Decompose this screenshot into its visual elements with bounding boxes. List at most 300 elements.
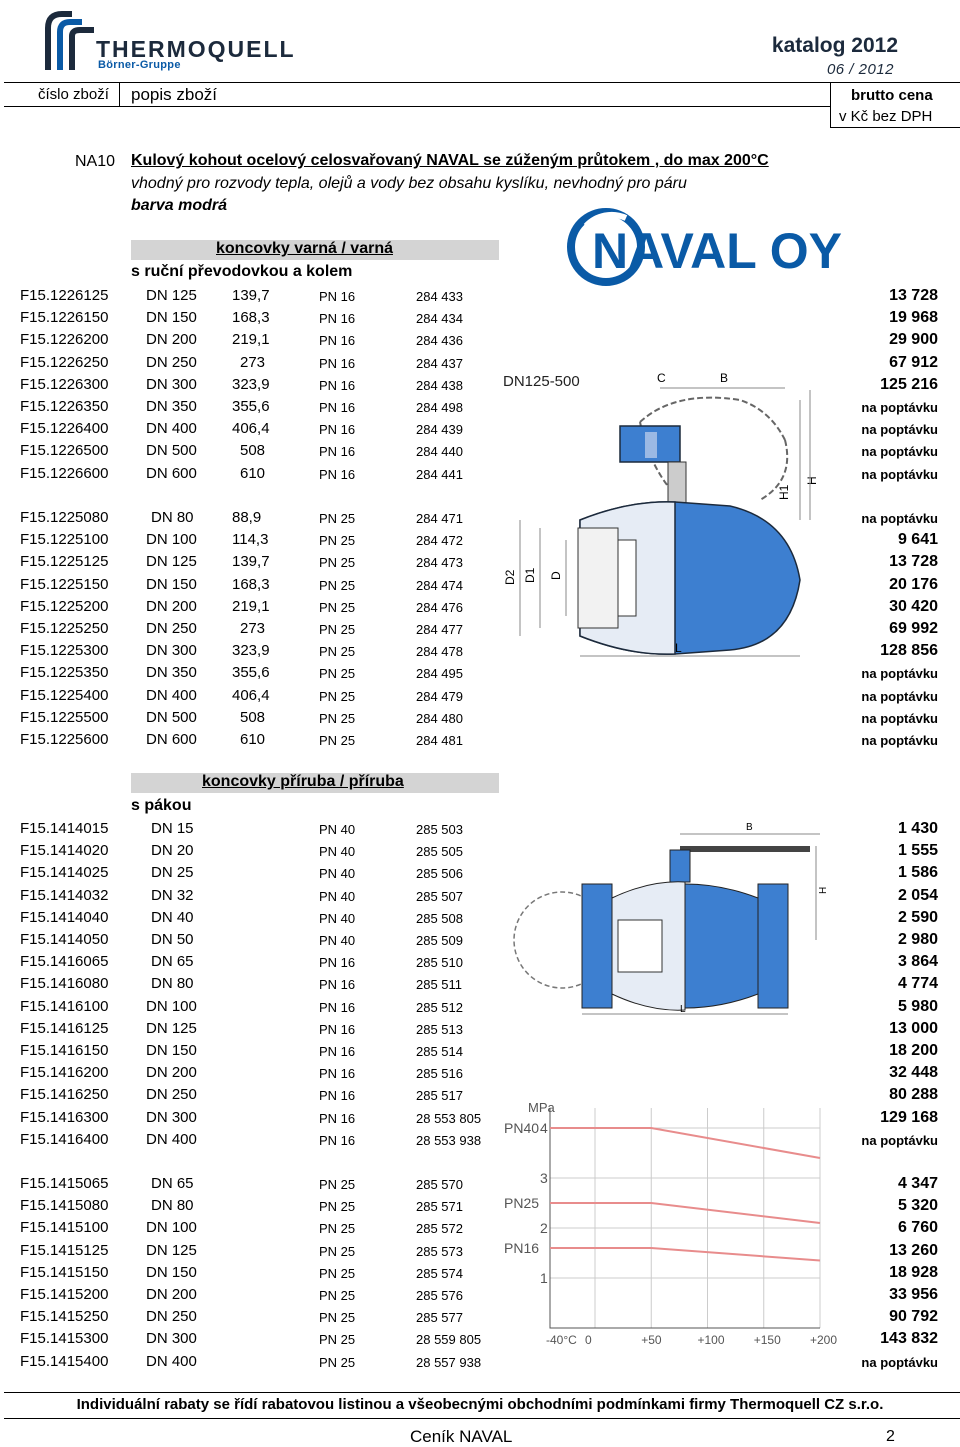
item-code: F15.1416400 [20,1130,109,1148]
pressure-temperature-chart [500,1096,838,1347]
pt-chart-labels [504,1100,837,1347]
nominal-diameter: DN 150 [146,1263,197,1281]
pressure-rating: PN 25 [319,1310,356,1326]
price: na poptávku [861,422,938,438]
pt-series-line [550,1203,820,1223]
dim-label-h: H [818,886,829,894]
catalog-number: 285 508 [416,910,463,926]
catalog-number: 284 471 [416,511,463,526]
nominal-diameter: DN 125 [146,1019,197,1037]
nominal-diameter: DN 250 [146,1308,197,1326]
nominal-diameter: DN 65 [151,1175,194,1192]
x-tick-label: +50 [641,1333,662,1347]
pressure-rating: PN 40 [319,844,356,860]
pressure-rating: PN 25 [319,1243,356,1259]
item-code: F15.1414025 [20,864,109,882]
catalog-date: 06 / 2012 [826,61,894,78]
pressure-rating: PN 40 [319,910,356,926]
price: 129 168 [880,1108,938,1126]
pressure-rating: PN 25 [319,599,356,615]
table-row [0,307,960,329]
item-code: F15.1415080 [20,1197,109,1215]
price: 80 288 [889,1086,938,1104]
catalog-number: 285 511 [416,977,463,993]
nominal-diameter: DN 150 [146,1042,197,1059]
price: 143 832 [880,1330,938,1348]
price: 69 992 [889,620,938,637]
dim-label-l: L [675,641,682,655]
price: 1 430 [897,820,938,837]
price: 19 968 [889,309,938,327]
footer-note: Individuální rabaty se řídí rabatovou listinou a všeobecnými obchodními podmínkami firmy Thermoquell CZ s.r.o. [76,1396,884,1413]
nominal-diameter: DN 600 [146,464,197,482]
pt-chart-series [550,1128,820,1261]
item-code: F15.1415200 [20,1286,109,1303]
table-row [0,1018,960,1040]
catalog-number: 284 438 [416,377,463,393]
item-code: F15.1416125 [20,1019,109,1037]
pressure-rating: PN 16 [319,377,356,393]
catalog-number: 285 577 [416,1310,463,1326]
section-subtitle: s pákou [131,797,192,814]
item-code: F15.1414020 [20,842,109,860]
catalog-number: 284 478 [416,644,463,660]
catalog-number: 28 559 805 [416,1332,482,1348]
pressure-rating: PN 25 [319,1177,356,1192]
section-banner-flange [131,773,499,793]
x-tick-label: 0 [585,1333,592,1347]
naval-logo [566,206,843,288]
group-code: NA10 [75,153,116,170]
item-code: F15.1226125 [20,287,109,304]
price: 13 728 [889,287,938,304]
price: 18 928 [889,1263,938,1281]
product-color: barva modrá [131,197,228,214]
nominal-diameter: DN 125 [146,1241,197,1259]
price: 6 760 [897,1219,938,1237]
price: 1 586 [897,864,938,882]
product-title: Kulový kohout ocelový celosvařovaný NAVAL se zúženým průtokem , do max 200°C [131,152,769,169]
price: 2 980 [897,931,938,948]
table-row [0,1040,960,1062]
item-code: F15.1415400 [20,1352,109,1370]
item-code: F15.1226500 [20,442,109,460]
price: 67 912 [889,353,938,371]
product-usage: vhodný pro rozvody tepla, olejů a vody bez obsahu kyslíku, nevhodný pro páru [131,175,687,192]
nominal-diameter: DN 15 [151,820,194,837]
nominal-diameter: DN 125 [146,553,197,571]
item-code: F15.1414050 [20,931,109,948]
price: na poptávku [861,710,938,726]
item-code: F15.1226400 [20,420,109,438]
nominal-diameter: DN 250 [146,620,197,637]
pt-series-line [550,1128,820,1158]
nominal-diameter: DN 40 [151,908,194,926]
nominal-diameter: DN 80 [151,509,194,526]
pressure-rating: PN 16 [319,466,356,482]
outer-diameter: 508 [240,708,266,726]
header-divider [119,82,120,106]
item-code: F15.1226600 [20,464,109,482]
catalog-number: 285 514 [416,1044,463,1059]
pressure-rating: PN 25 [319,688,356,704]
outer-diameter: 355,6 [232,664,270,682]
item-code: F15.1225150 [20,575,109,593]
outer-diameter: 219,1 [232,331,270,349]
pressure-rating: PN 25 [319,1288,356,1303]
page-label: Ceník NAVAL [410,1427,513,1446]
outer-diameter: 139,7 [232,553,270,571]
catalog-number: 285 509 [416,933,463,948]
brand-subtitle: Börner-Gruppe [98,59,181,71]
pressure-rating: PN 25 [319,1221,356,1237]
pressure-rating: PN 40 [319,866,356,882]
catalog-number: 285 513 [416,1021,463,1037]
table-row [0,685,960,707]
drawing-label: DN125-500 [503,373,580,390]
price: 18 200 [889,1042,938,1059]
page-number: 2 [886,1428,895,1445]
item-code: F15.1225250 [20,620,109,637]
catalog-number: 285 571 [416,1199,463,1215]
table-row [0,285,960,307]
price: na poptávku [861,1132,938,1148]
dim-label-h: H [805,476,819,485]
catalog-number: 284 479 [416,688,463,704]
item-code: F15.1416300 [20,1108,109,1126]
price: 33 956 [889,1286,938,1303]
price: 125 216 [880,375,938,393]
outer-diameter: 406,4 [232,686,270,704]
column-header-price: brutto cena [851,87,933,104]
pressure-rating: PN 16 [319,1132,356,1148]
nominal-diameter: DN 250 [146,1086,197,1104]
catalog-number: 285 510 [416,955,463,971]
item-code: F15.1416200 [20,1064,109,1082]
header-divider [830,82,831,127]
nominal-diameter: DN 350 [146,398,197,415]
catalog-number: 284 436 [416,333,463,349]
item-code: F15.1416250 [20,1086,109,1104]
price: 9 641 [897,531,938,549]
outer-diameter: 355,6 [232,398,270,415]
outer-diameter: 273 [240,353,266,371]
price: 30 420 [889,597,938,615]
nominal-diameter: DN 50 [151,931,194,948]
nominal-diameter: DN 80 [151,1197,194,1215]
outer-diameter: 610 [240,464,266,482]
section-banner-text: koncovky příruba / příruba [202,773,404,790]
pressure-rating: PN 25 [319,577,356,593]
header-price-rule [830,127,960,128]
outer-diameter: 168,3 [232,575,270,593]
item-code: F15.1415300 [20,1330,109,1348]
nominal-diameter: DN 20 [151,842,194,860]
catalog-number: 284 472 [416,533,463,549]
nominal-diameter: DN 400 [146,1130,197,1148]
outer-diameter: 610 [240,731,266,748]
catalog-number: 285 506 [416,866,463,882]
nominal-diameter: DN 100 [146,1219,197,1237]
price: 3 864 [897,953,938,971]
weld-valve-drawing [500,370,830,660]
price: na poptávku [861,666,938,682]
pt-series-label: PN40 [504,1120,540,1136]
item-code: F15.1416100 [20,997,109,1015]
price: 1 555 [897,842,938,860]
pressure-rating: PN 16 [319,1088,356,1104]
pressure-rating: PN 16 [319,1021,356,1037]
pressure-rating: PN 25 [319,533,356,549]
outer-diameter: 219,1 [232,597,270,615]
y-tick-label: 2 [540,1220,548,1236]
item-code: F15.1225400 [20,686,109,704]
catalog-number: 28 557 938 [416,1354,482,1370]
price: na poptávku [861,733,938,748]
section-subtitle: s ruční převodovkou a kolem [131,263,353,280]
section-banner-weld [131,240,499,260]
catalog-number: 284 439 [416,422,463,438]
item-code: F15.1416150 [20,1042,109,1059]
pressure-rating: PN 16 [319,1044,356,1059]
item-code: F15.1414040 [20,908,109,926]
nominal-diameter: DN 100 [146,997,197,1015]
price: na poptávku [861,444,938,460]
nominal-diameter: DN 300 [146,1330,197,1348]
item-code: F15.1225100 [20,531,109,549]
nominal-diameter: DN 125 [146,287,197,304]
nominal-diameter: DN 200 [146,1286,197,1303]
price: 13 728 [889,553,938,571]
pressure-rating: PN 25 [319,1354,356,1370]
pressure-rating: PN 25 [319,1199,356,1215]
naval-logo-text: NAVAL OY [592,223,843,279]
price: na poptávku [861,688,938,704]
nominal-diameter: DN 500 [146,442,197,460]
nominal-diameter: DN 400 [146,420,197,438]
item-code: F15.1414015 [20,820,109,837]
dim-label-d1: D1 [523,567,537,583]
pressure-rating: PN 16 [319,977,356,993]
brand-name: THERMOQUELL [96,36,296,62]
outer-diameter: 323,9 [232,375,270,393]
catalog-title: katalog 2012 [771,34,898,57]
pressure-rating: PN 16 [319,289,356,304]
item-code: F15.1225125 [20,553,109,571]
item-code: F15.1415100 [20,1219,109,1237]
price: na poptávku [861,1354,938,1370]
nominal-diameter: DN 200 [146,331,197,349]
price: 20 176 [889,575,938,593]
nominal-diameter: DN 300 [146,375,197,393]
outer-diameter: 139,7 [232,287,270,304]
item-code: F15.1415125 [20,1241,109,1259]
outer-diameter: 508 [240,442,266,460]
pressure-rating: PN 25 [319,666,356,682]
dim-label-h1: H1 [777,484,791,500]
item-code: F15.1226200 [20,331,109,349]
outer-diameter: 273 [240,620,266,637]
item-code: F15.1226250 [20,353,109,371]
nominal-diameter: DN 400 [146,686,197,704]
item-code: F15.1225300 [20,642,109,660]
dim-label-c: C [657,371,666,385]
catalog-number: 284 473 [416,555,463,571]
catalog-number: 284 434 [416,311,463,327]
item-code: F15.1225500 [20,708,109,726]
dim-label-b: B [720,371,729,385]
catalog-number: 284 437 [416,355,463,371]
y-tick-label: 4 [540,1120,548,1136]
catalog-number: 284 476 [416,599,463,615]
catalog-number: 285 576 [416,1288,463,1303]
catalog-number: 284 481 [416,733,463,748]
catalog-number: 285 573 [416,1243,463,1259]
item-code: F15.1226150 [20,309,109,327]
pt-series-line [550,1248,820,1261]
catalog-number: 285 505 [416,844,463,860]
pressure-rating: PN 16 [319,400,356,415]
price: 2 054 [897,886,938,904]
item-code: F15.1225600 [20,731,109,748]
catalog-number: 285 516 [416,1066,463,1082]
footer-bottom-rule [4,1418,960,1419]
nominal-diameter: DN 500 [146,708,197,726]
pressure-rating: PN 25 [319,511,356,526]
pressure-rating: PN 16 [319,444,356,460]
catalog-number: 285 507 [416,888,463,904]
dim-label-b: B [746,822,753,833]
catalog-number: 28 553 805 [416,1110,482,1126]
item-code: F15.1415150 [20,1263,109,1281]
pressure-rating: PN 16 [319,1066,356,1082]
pressure-rating: PN 16 [319,422,356,438]
pt-series-label: PN16 [504,1240,540,1256]
pressure-rating: PN 25 [319,555,356,571]
price: 4 347 [897,1175,938,1192]
header-top-rule [4,82,960,83]
price: na poptávku [861,466,938,482]
price: 90 792 [889,1308,938,1326]
price: 13 000 [889,1019,938,1037]
nominal-diameter: DN 80 [151,975,194,993]
footer-top-rule [4,1392,960,1393]
table-row [0,1351,960,1373]
nominal-diameter: DN 150 [146,575,197,593]
table-row [0,1062,960,1084]
outer-diameter: 168,3 [232,309,270,327]
table-row [0,329,960,351]
item-code: F15.1415065 [20,1175,109,1192]
catalog-number: 284 474 [416,577,463,593]
x-tick-label: +150 [753,1333,781,1347]
catalog-number: 284 477 [416,622,463,637]
pressure-rating: PN 25 [319,644,356,660]
y-tick-label: 1 [540,1270,548,1286]
nominal-diameter: DN 200 [146,1064,197,1082]
price: na poptávku [861,400,938,415]
nominal-diameter: DN 300 [146,642,197,660]
dim-label-d2: D2 [503,569,517,585]
catalog-number: 284 440 [416,444,463,460]
catalog-number: 284 495 [416,666,463,682]
pressure-rating: PN 25 [319,1332,356,1348]
pressure-rating: PN 40 [319,888,356,904]
x-tick-label: +200 [810,1333,838,1347]
thermoquell-logo-icon [42,8,98,70]
catalog-number: 28 553 938 [416,1132,482,1148]
column-header-description: popis zboží [131,85,217,104]
nominal-diameter: DN 25 [151,864,194,882]
pressure-rating: PN 16 [319,311,356,327]
dim-label-d: D [549,571,563,580]
pt-series-label: PN25 [504,1195,540,1211]
nominal-diameter: DN 65 [151,953,194,971]
catalog-number: 284 498 [416,400,463,415]
nominal-diameter: DN 300 [146,1108,197,1126]
pressure-rating: PN 16 [319,955,356,971]
y-tick-label: 3 [540,1170,548,1186]
item-code: F15.1226350 [20,398,109,415]
column-header-price-note: v Kč bez DPH [839,108,933,125]
x-tick-label: -40°C [546,1333,577,1347]
item-code: F15.1415250 [20,1308,109,1326]
nominal-diameter: DN 400 [146,1352,197,1370]
price: 4 774 [897,975,938,993]
catalog-number: 285 570 [416,1177,463,1192]
section-banner-text: koncovky varná / varná [216,240,393,257]
price: 5 320 [897,1197,938,1215]
item-code: F15.1414032 [20,886,109,904]
flange-valve-drawing [500,820,830,1020]
catalog-number: 285 517 [416,1088,463,1104]
nominal-diameter: DN 100 [146,531,197,549]
catalog-number: 284 441 [416,466,463,482]
nominal-diameter: DN 250 [146,353,197,371]
catalog-number: 284 480 [416,710,463,726]
header-bottom-rule [4,106,830,107]
nominal-diameter: DN 32 [151,886,194,904]
pressure-rating: PN 40 [319,822,356,837]
y-axis-unit: MPa [528,1100,555,1115]
catalog-number: 285 572 [416,1221,463,1237]
x-tick-label: +100 [697,1333,725,1347]
price: 13 260 [889,1241,938,1259]
outer-diameter: 406,4 [232,420,270,438]
item-code: F15.1225200 [20,597,109,615]
pressure-rating: PN 25 [319,1265,356,1281]
pressure-rating: PN 25 [319,622,356,637]
item-code: F15.1226300 [20,375,109,393]
nominal-diameter: DN 150 [146,309,197,327]
catalog-number: 285 574 [416,1265,463,1281]
pressure-rating: PN 16 [319,333,356,349]
item-code: F15.1225080 [20,509,109,526]
nominal-diameter: DN 600 [146,731,197,748]
pressure-rating: PN 16 [319,355,356,371]
pressure-rating: PN 16 [319,1110,356,1126]
nominal-diameter: DN 200 [146,597,197,615]
outer-diameter: 114,3 [232,531,269,549]
item-code: F15.1416080 [20,975,109,993]
pressure-rating: PN 25 [319,710,356,726]
pressure-rating: PN 16 [319,999,356,1015]
catalog-number: 284 433 [416,289,463,304]
column-header-code: číslo zboží [38,86,109,103]
item-code: F15.1225350 [20,664,109,682]
catalog-number: 285 503 [416,822,463,837]
item-code: F15.1416065 [20,953,109,971]
